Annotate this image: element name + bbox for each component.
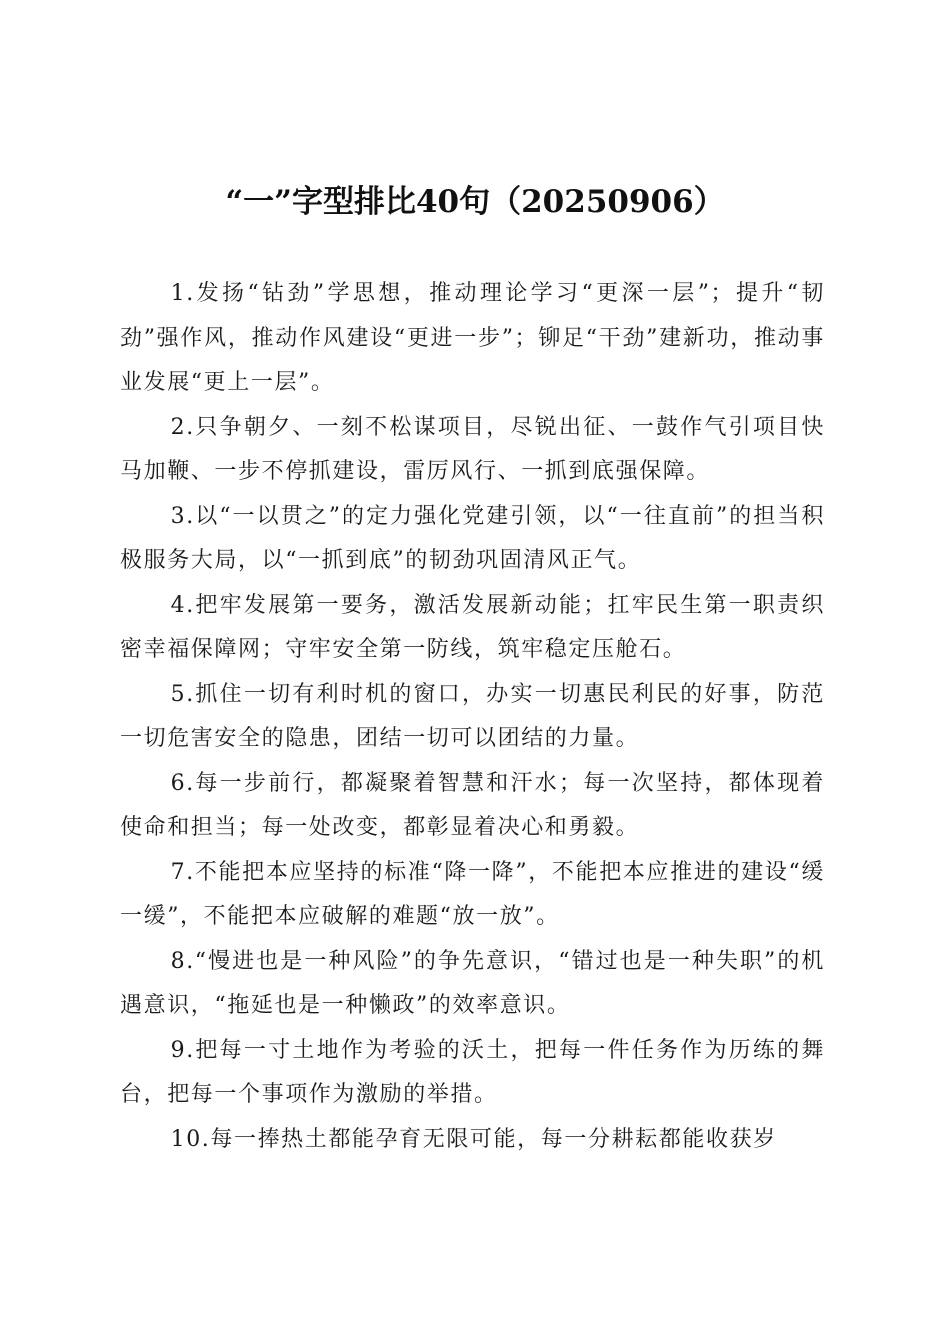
paragraph-4: 4.把牢发展第一要务，激活发展新动能；扛牢民生第一职责织密幸福保障网；守牢安全第一防线，筑牢稳定压舱石。 [120,592,825,662]
document-body [120,272,825,1162]
paragraph-7: 7.不能把本应坚持的标准“降一降”，不能把本应推进的建设“缓一缓”，不能把本应破解的难题“放一放”。 [120,859,825,929]
paragraph-9: 9.把每一寸土地作为考验的沃土，把每一件任务作为历练的舞台，把每一个事项作为激励的举措。 [120,1037,825,1107]
paragraph-10: 10.每一捧热土都能孕育无限可能，每一分耕耘都能收获岁 [170,1126,777,1152]
paragraph-1: 1.发扬“钻劲”学思想，推动理论学习“更深一层”；提升“韧劲”强作风，推动作风建设“更进一步”；铆足“干劲”建新功，推动事业发展“更上一层”。 [120,281,825,395]
paragraph-2: 2.只争朝夕、一刻不松谋项目，尽锐出征、一鼓作气引项目快马加鞭、一步不停抓建设，雷厉风行、一抓到底强保障。 [120,414,825,484]
paragraph-5: 5.抓住一切有利时机的窗口，办实一切惠民利民的好事，防范一切危害安全的隐患，团结一切可以团结的力量。 [120,681,825,751]
document-title: “一”字型排比40句（20250906） [225,184,725,220]
paragraph-3: 3.以“一以贯之”的定力强化党建引领，以“一往直前”的担当积极服务大局，以“一抓到底”的韧劲巩固清风正气。 [120,503,825,573]
paragraph-8: 8.“慢进也是一种风险”的争先意识，“错过也是一种失职”的机遇意识，“拖延也是一种懒政”的效率意识。 [120,948,825,1018]
paragraph-6: 6.每一步前行，都凝聚着智慧和汗水；每一次坚持，都体现着使命和担当；每一处改变，都彰显着决心和勇毅。 [120,770,825,840]
